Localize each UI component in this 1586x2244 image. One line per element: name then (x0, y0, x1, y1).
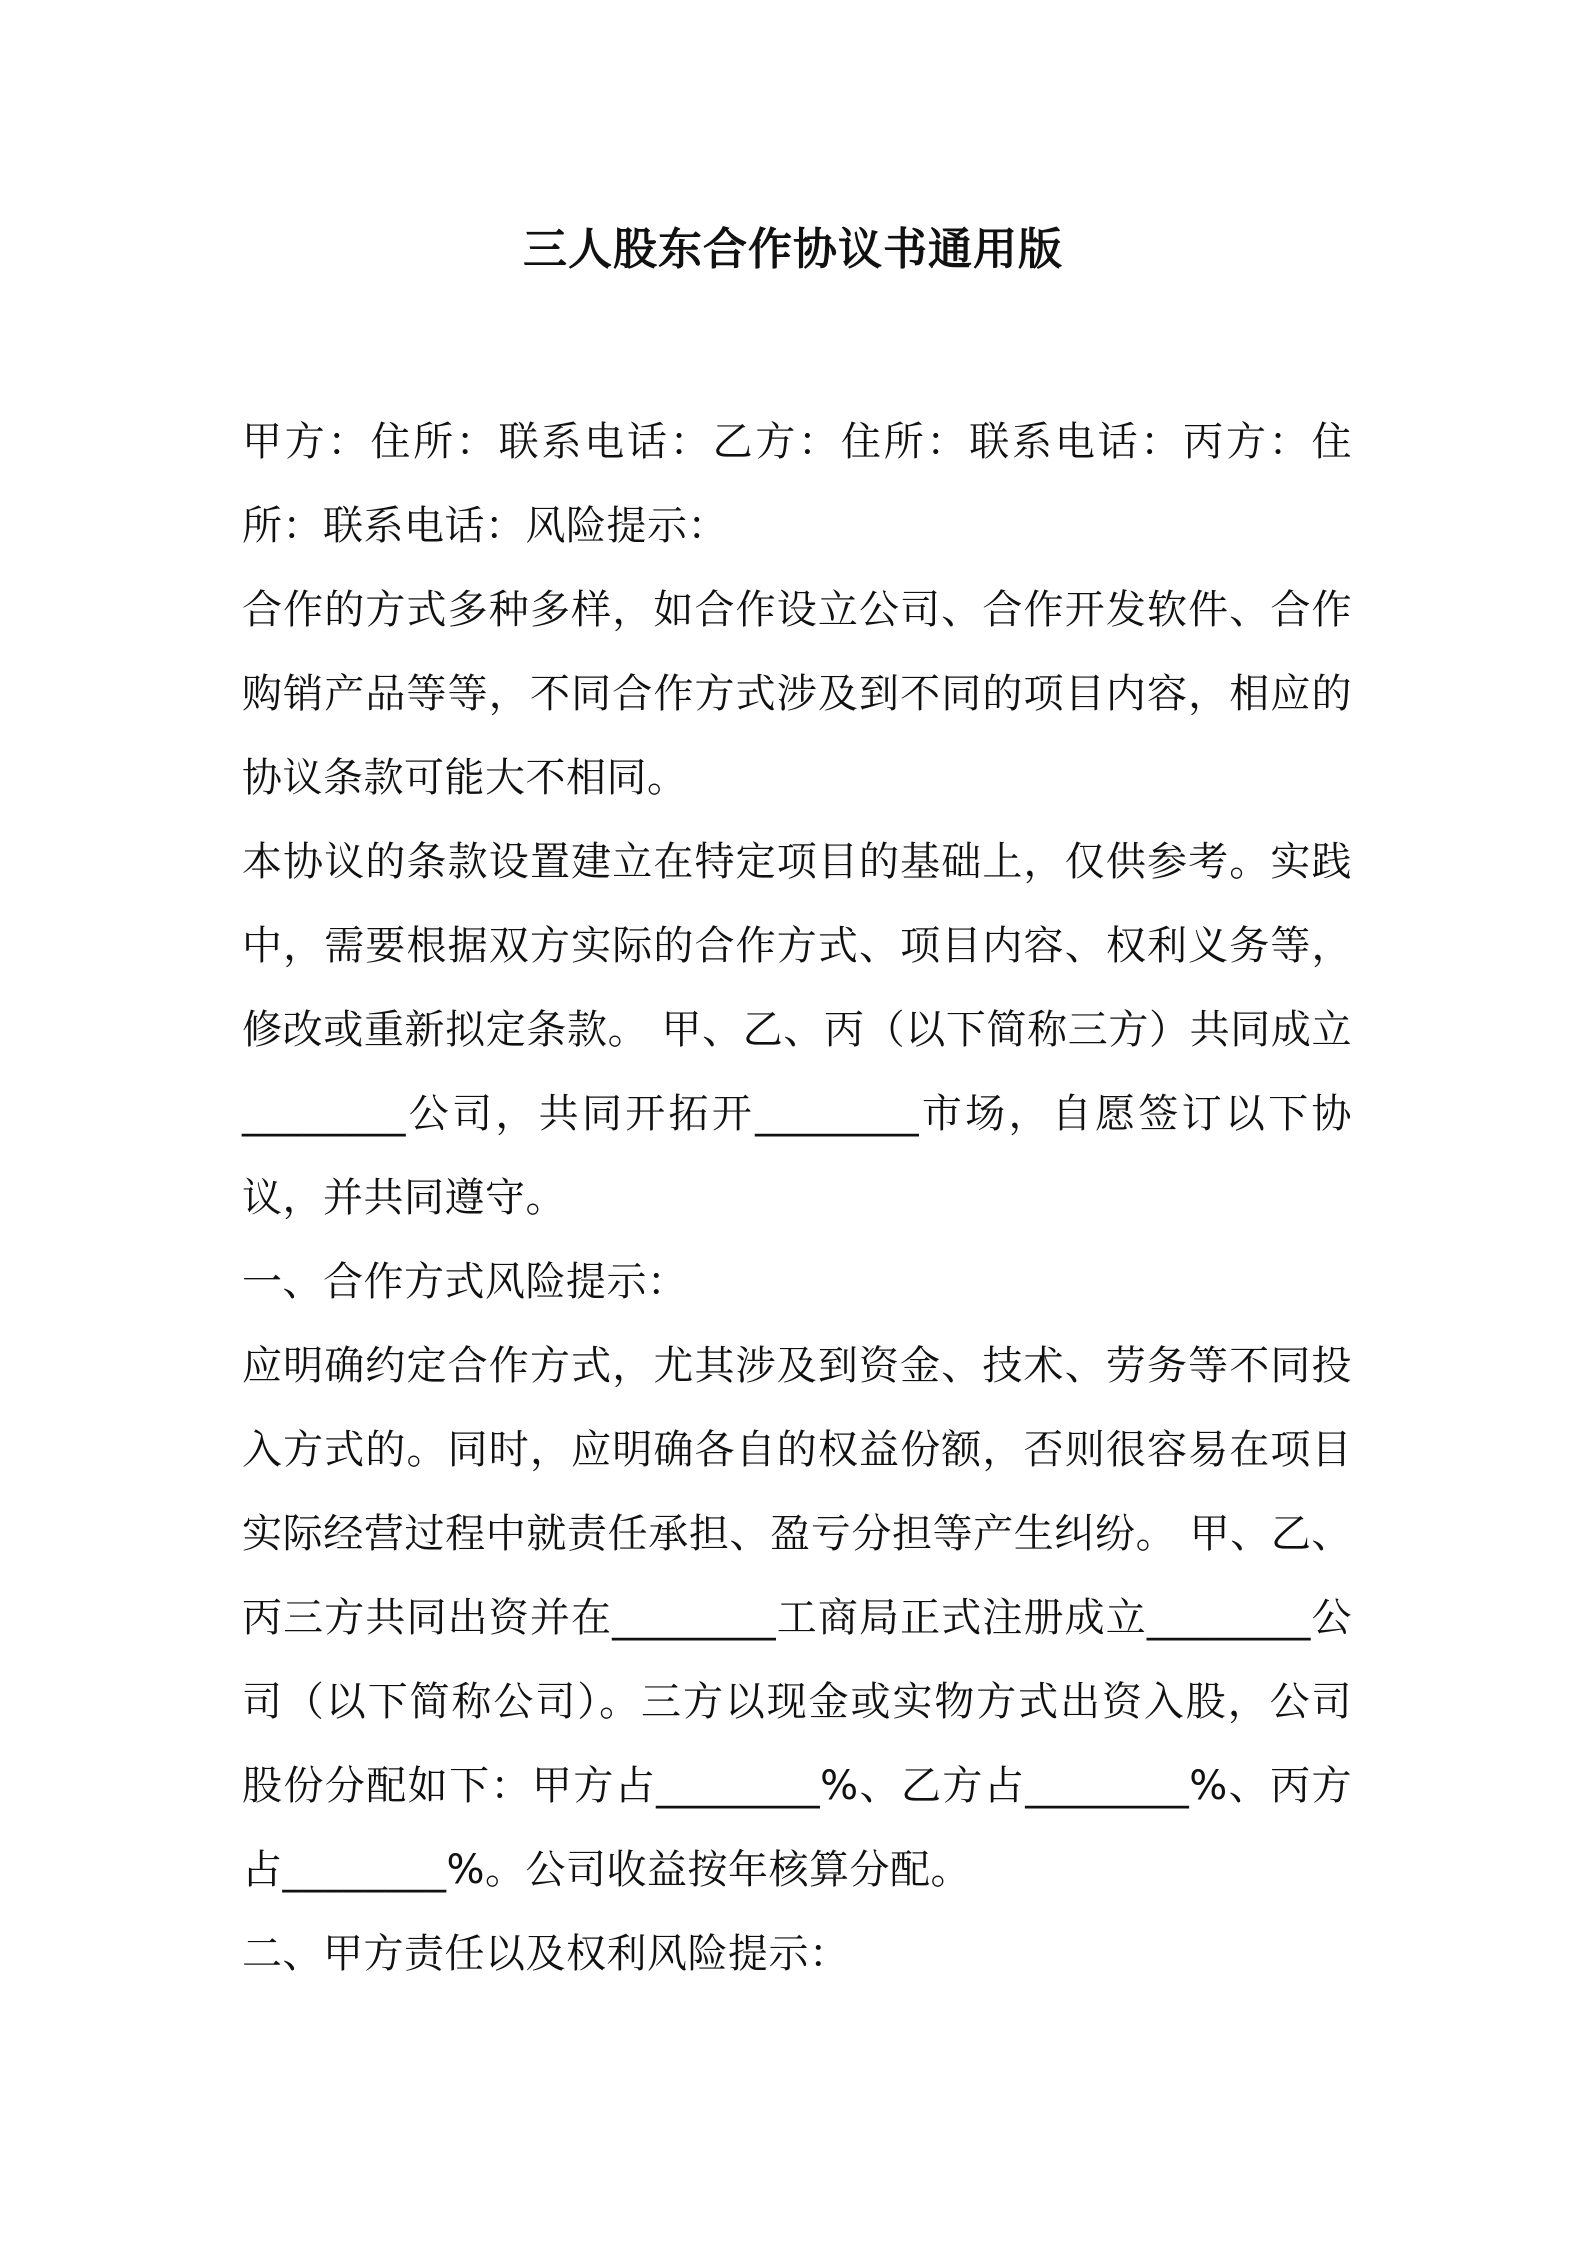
cooperation-note-paragraph: 合作的方式多种多样，如合作设立公司、合作开发软件、合作购销产品等等，不同合作方式涉及到不同的项目内容，相应的协议条款可能大不相同。 (242, 587, 1352, 801)
parties-paragraph: 甲方：住所：联系电话：乙方：住所：联系电话：丙方：住所：联系电话：风险提示： (242, 419, 1352, 549)
document-body (242, 400, 1352, 1996)
document-title: 三人股东合作协议书通用版 (523, 224, 1063, 275)
section-one-heading: 一、合作方式风险提示： (242, 1259, 688, 1305)
section-one-body: 应明确约定合作方式，尤其涉及到资金、技术、劳务等不同投入方式的。同时，应明确各自的权益份额，否则很容易在项目实际经营过程中就责任承担、盈亏分担等产生纠纷。 甲、乙、丙三方共同出资并在________工商局正式注册成立________公司（以下简称公司）。三方以现金或实物方式出资入股，公司股份分配如下：甲方占________%、乙方占________%、丙方占________%。公司收益按年核算分配。 (242, 1343, 1352, 1893)
section-two-heading: 二、甲方责任以及权利风险提示： (242, 1931, 850, 1977)
agreement-intro-paragraph: 本协议的条款设置建立在特定项目的基础上，仅供参考。实践中，需要根据双方实际的合作方式、项目内容、权利义务等，修改或重新拟定条款。 甲、乙、丙（以下简称三方）共同成立________公司，共同开拓开________市场，自愿签订以下协议，并共同遵守。 (242, 839, 1352, 1221)
